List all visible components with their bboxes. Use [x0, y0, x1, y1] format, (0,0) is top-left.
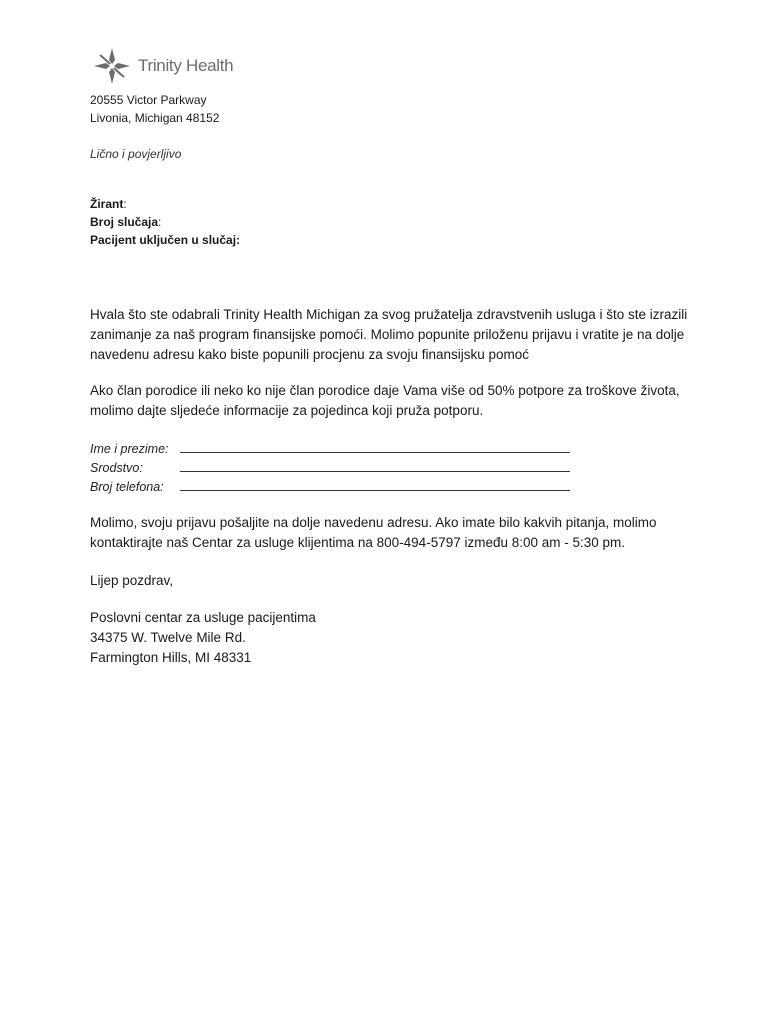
name-field-line[interactable]: [180, 438, 570, 453]
closing-greeting: Lijep pozdrav,: [90, 573, 174, 588]
case-number-label: Broj slučaja: [90, 215, 159, 229]
phone-field-line[interactable]: [180, 476, 570, 491]
form-row-name: [90, 438, 570, 457]
supporter-form: [90, 438, 570, 495]
sender-address: [90, 91, 219, 127]
signature-street: 34375 W. Twelve Mile Rd.: [90, 630, 246, 645]
sender-line-1: 20555 Victor Parkway: [90, 93, 207, 107]
name-label: Ime i prezime:: [90, 442, 169, 456]
patient-included-label: Pacijent uključen u slučaj:: [90, 233, 241, 247]
signature-block: [90, 608, 690, 668]
form-row-phone: [90, 476, 570, 495]
trinity-health-logo: [92, 46, 233, 86]
signature-org: Poslovni centar za usluge pacijentima: [90, 610, 316, 625]
confidential-note: Lično i povjerljivo: [90, 147, 182, 161]
body-paragraph-1: Hvala što ste odabrali Trinity Health Michigan za svog pružatelja zdravstvenih usluga i što ste izrazili zanimanje za naš program finansijske pomoći. Molimo popunite priloženu prijavu i vratite je na dolje navedenu adresu kako biste popunili procjenu za svoju finansijsku pomoć: [90, 307, 688, 362]
relation-label: Srodstvo:: [90, 461, 143, 475]
logo-text: Trinity Health: [138, 56, 234, 75]
reference-block: Žirant: Broj slučaja: Pacijent uključen u slučaj:: [90, 197, 241, 247]
sender-line-2: Livonia, Michigan 48152: [90, 111, 220, 125]
signature-city: Farmington Hills, MI 48331: [90, 650, 252, 665]
body-paragraph-2: Ako član porodice ili neko ko nije član porodice daje Vama više od 50% potpore za troškove života, molimo dajte sljedeće informacije za pojedinca koji pruža potporu.: [90, 383, 680, 418]
relation-field-line[interactable]: [180, 457, 570, 472]
body-paragraph-3: Molimo, svoju prijavu pošaljite na dolje navedenu adresu. Ako imate bilo kakvih pitanja, molimo kontaktirajte naš Centar za usluge klijentima na 800-494-5797 između 8:00 am - 5:30 pm.: [90, 515, 657, 550]
phone-label: Broj telefona:: [90, 480, 164, 494]
trinity-cross-icon: [92, 46, 132, 86]
form-row-relation: [90, 457, 570, 476]
guarantor-label: Žirant: [90, 197, 124, 211]
